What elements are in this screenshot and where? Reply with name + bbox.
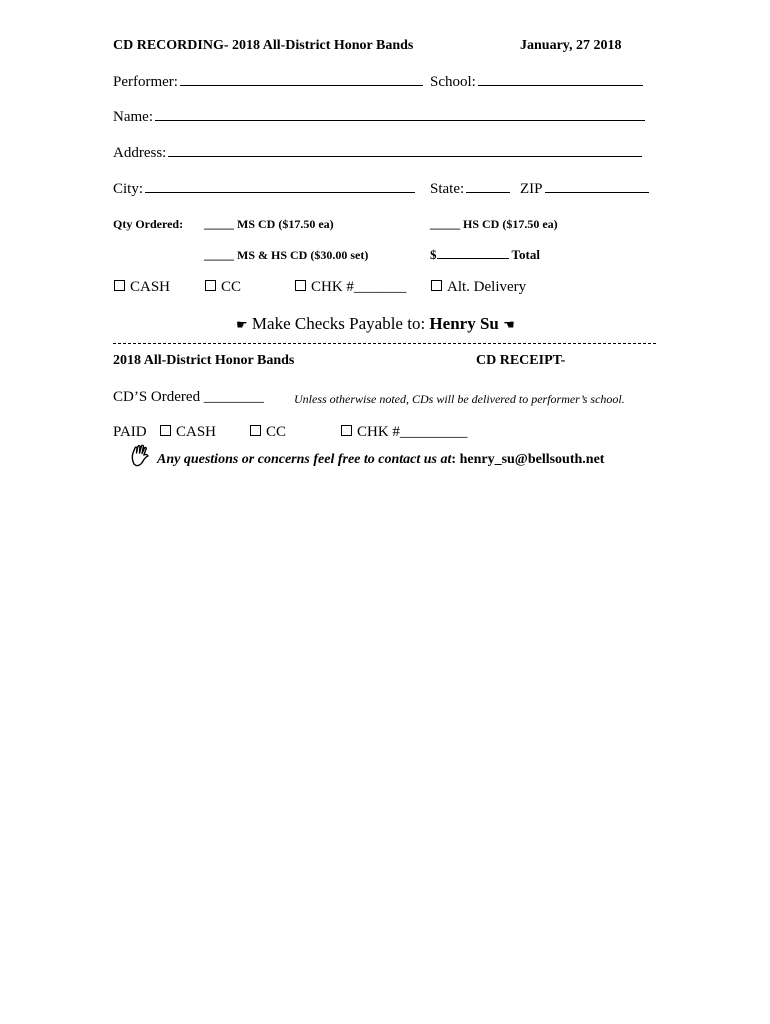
receipt-chk-checkbox[interactable] bbox=[341, 425, 352, 436]
payable-line bbox=[236, 314, 515, 334]
form-date: January, 27 2018 bbox=[520, 38, 622, 53]
pointing-right-hand-icon: ☛ bbox=[236, 318, 248, 333]
alt-delivery-option[interactable] bbox=[431, 279, 526, 296]
hs-cd-label: HS CD ($17.50 ea) bbox=[463, 217, 558, 231]
receipt-chk-option[interactable] bbox=[341, 424, 467, 441]
ms-hs-cd-item[interactable] bbox=[204, 248, 368, 263]
receipt-cc-option[interactable] bbox=[250, 424, 286, 441]
receipt-cc-label: CC bbox=[266, 424, 287, 440]
zip-row bbox=[520, 181, 649, 198]
name-field[interactable] bbox=[155, 119, 645, 121]
payable-text: Make Checks Payable to: bbox=[251, 314, 426, 333]
chk-label: CHK # bbox=[311, 279, 354, 295]
state-row bbox=[430, 181, 510, 198]
hs-cd-item[interactable] bbox=[430, 217, 558, 232]
school-field[interactable] bbox=[478, 84, 643, 86]
ms-cd-blank: _____ bbox=[204, 217, 234, 231]
zip-label: ZIP bbox=[520, 181, 543, 197]
pointing-left-hand-icon: ☚ bbox=[503, 318, 515, 333]
questions-line: Any questions or concerns feel free to contact us at: henry_su@bellsouth.net bbox=[157, 452, 605, 467]
receipt-cash-label: CASH bbox=[176, 424, 217, 440]
cds-ordered-label: CD’S Ordered bbox=[113, 389, 201, 405]
cc-label: CC bbox=[221, 279, 242, 295]
name-label: Name: bbox=[113, 109, 153, 125]
address-label: Address: bbox=[113, 145, 167, 161]
school-label: School: bbox=[430, 74, 476, 90]
writing-hand-icon bbox=[130, 444, 152, 468]
cash-option[interactable] bbox=[114, 279, 170, 296]
form-title: CD RECORDING- 2018 All-District Honor Bands bbox=[113, 38, 414, 53]
ms-cd-label: MS CD ($17.50 ea) bbox=[237, 217, 334, 231]
city-field[interactable] bbox=[145, 191, 415, 193]
name-row bbox=[113, 109, 645, 126]
receipt-cash-option[interactable] bbox=[160, 424, 216, 441]
chk-blank[interactable]: _______ bbox=[353, 279, 407, 295]
ms-hs-cd-label: MS & HS CD ($30.00 set) bbox=[237, 248, 369, 262]
delivery-note: Unless otherwise noted, CDs will be delivered to performer’s school. bbox=[294, 392, 625, 406]
address-row bbox=[113, 145, 642, 162]
questions-text: Any questions or concerns feel free to contact us at bbox=[157, 452, 452, 467]
cds-ordered-blank[interactable]: ________ bbox=[203, 389, 264, 405]
chk-option[interactable] bbox=[295, 279, 406, 296]
total-label: Total bbox=[511, 247, 540, 262]
cc-option[interactable] bbox=[205, 279, 241, 296]
cash-label: CASH bbox=[130, 279, 171, 295]
cc-checkbox[interactable] bbox=[205, 280, 216, 291]
qty-ordered-label: Qty Ordered: bbox=[113, 217, 184, 231]
alt-delivery-checkbox[interactable] bbox=[431, 280, 442, 291]
ms-cd-item[interactable] bbox=[204, 217, 334, 232]
receipt-cash-checkbox[interactable] bbox=[160, 425, 171, 436]
receipt-chk-blank[interactable]: _________ bbox=[399, 424, 468, 440]
performer-row bbox=[113, 74, 423, 91]
city-label: City: bbox=[113, 181, 144, 197]
paid-label: PAID bbox=[113, 424, 147, 440]
performer-label: Performer: bbox=[113, 74, 178, 90]
chk-checkbox[interactable] bbox=[295, 280, 306, 291]
cut-line bbox=[113, 343, 656, 344]
receipt-title: 2018 All-District Honor Bands bbox=[113, 353, 295, 368]
receipt-cc-checkbox[interactable] bbox=[250, 425, 261, 436]
hs-cd-blank: _____ bbox=[430, 217, 460, 231]
cds-ordered-row bbox=[113, 389, 264, 406]
school-row bbox=[430, 74, 643, 91]
total-item[interactable] bbox=[430, 247, 540, 263]
zip-field[interactable] bbox=[545, 191, 649, 193]
alt-delivery-label: Alt. Delivery bbox=[447, 279, 527, 295]
state-label: State: bbox=[430, 181, 465, 197]
receipt-chk-label: CHK # bbox=[357, 424, 400, 440]
total-field[interactable] bbox=[437, 257, 509, 259]
dollar-sign: $ bbox=[430, 247, 437, 262]
receipt-label: CD RECEIPT- bbox=[476, 353, 566, 368]
state-field[interactable] bbox=[466, 191, 510, 193]
ms-hs-cd-blank: _____ bbox=[204, 248, 234, 262]
payable-name: Henry Su bbox=[429, 314, 499, 333]
address-field[interactable] bbox=[168, 155, 642, 157]
city-row bbox=[113, 181, 415, 198]
cash-checkbox[interactable] bbox=[114, 280, 125, 291]
contact-email[interactable]: henry_su@bellsouth.net bbox=[459, 452, 605, 467]
performer-field[interactable] bbox=[180, 84, 423, 86]
